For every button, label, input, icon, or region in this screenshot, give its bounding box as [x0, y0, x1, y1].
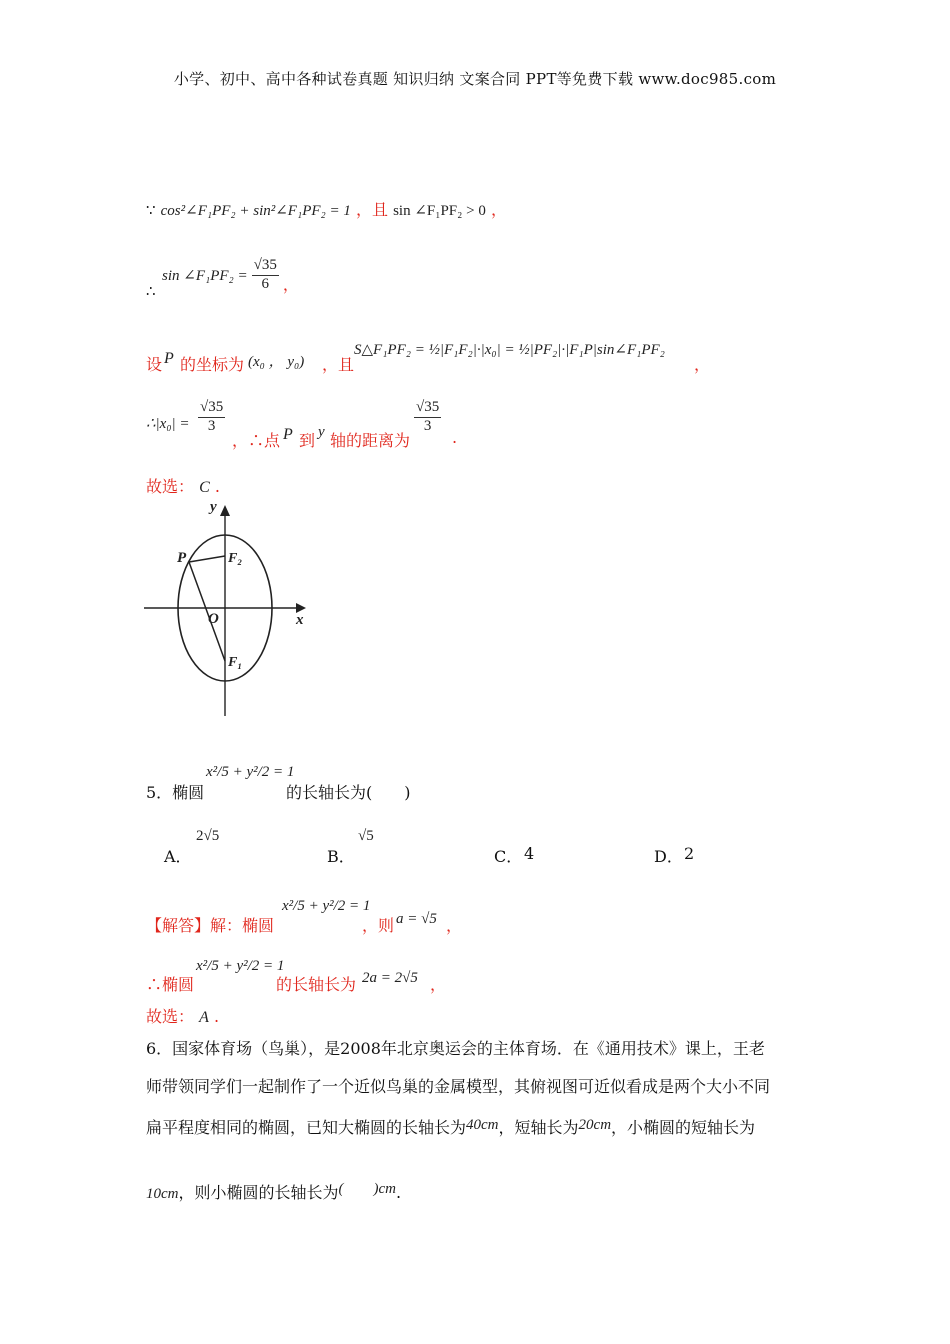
- abs-x0: ∴|x₀| =: [146, 416, 190, 432]
- option-c-value: 4: [524, 844, 535, 863]
- answer-line-5: [146, 1004, 219, 1027]
- comma: ，: [490, 200, 507, 219]
- question-5: [146, 750, 446, 800]
- answer-value: A: [199, 1009, 209, 1026]
- let-text: 设: [146, 355, 163, 374]
- therefore-ellipse: ∴椭圆: [146, 975, 195, 994]
- segment-pf2: [189, 556, 225, 562]
- question-6-line-4: [146, 1178, 401, 1205]
- page-header: 小学、初中、高中各种试卷真题 知识归纳 文案合同 PPT等免费下载 www.doc985.com: [173, 70, 777, 88]
- and-connector: ，且: [355, 200, 388, 219]
- segment-pf1: [189, 562, 225, 661]
- coordinates: (x₀ ， y₀): [248, 354, 305, 370]
- question-6-line-3: [146, 1114, 755, 1139]
- option-d-value: 2: [684, 844, 695, 863]
- option-c-letter: C．: [494, 847, 523, 866]
- options-row: [164, 828, 724, 868]
- solution-5-line-2: [146, 948, 466, 992]
- identity-formula: cos²∠F₁PF₂ + sin²∠F₁PF₂ = 1: [160, 203, 351, 219]
- text: 扁平程度相同的椭圆，已知大椭圆的长轴长为: [146, 1118, 467, 1137]
- answer-label: 故选：: [146, 477, 195, 496]
- label-y: y: [210, 499, 217, 515]
- fraction-numerator: √35: [198, 400, 225, 418]
- option-a-letter: A．: [164, 847, 192, 866]
- option-b-value: √5: [358, 828, 374, 844]
- fraction-numerator: √35: [252, 258, 279, 276]
- comma: ，: [282, 275, 299, 294]
- then-text: ，则: [362, 916, 395, 935]
- ellipse-equation: x²/5 + y²/2 = 1: [196, 958, 285, 974]
- y-axis-arrow: [220, 505, 230, 516]
- fraction-denominator: 3: [423, 417, 432, 434]
- ellipse-figure: [140, 496, 320, 720]
- fraction-denominator: 6: [261, 276, 269, 292]
- ellipse-equation: x²/5 + y²/2 = 1: [206, 764, 295, 780]
- label-o: O: [208, 611, 219, 627]
- coord-text: 的坐标为: [180, 355, 245, 374]
- question-stem: 的长轴长为( ): [286, 783, 411, 802]
- to-text: 到: [299, 431, 316, 450]
- minor-axis-value: 20cm: [578, 1117, 612, 1133]
- label-p: P: [177, 550, 187, 566]
- therefore-point-text: ，∴点: [232, 431, 281, 450]
- fraction-numerator: √35: [414, 400, 441, 418]
- comma: ，: [430, 975, 447, 994]
- label-x: x: [296, 612, 304, 628]
- comma: ，: [446, 916, 463, 935]
- period: .: [396, 1183, 402, 1202]
- major-axis-text: 的长轴长为: [276, 975, 357, 994]
- solution-5-line-1: [146, 886, 466, 935]
- ellipse-equation: x²/5 + y²/2 = 1: [282, 898, 371, 914]
- and-connector: ，且: [322, 355, 355, 374]
- answer-blank: ( )cm: [338, 1181, 396, 1197]
- major-axis-value: 2a = 2√5: [362, 970, 418, 986]
- period: .: [214, 477, 220, 496]
- solution-line-4: [146, 400, 476, 450]
- option-d-letter: D．: [654, 847, 683, 866]
- therefore-symbol: ∴: [146, 284, 156, 300]
- solution-tag: 【解答】解：椭圆: [146, 916, 275, 935]
- sine-positive-formula: sin ∠F₁PF₂ > 0: [393, 203, 486, 219]
- answer-value: C: [199, 479, 210, 496]
- small-minor-axis-value: 10cm: [146, 1186, 179, 1202]
- fraction-denominator: 3: [207, 417, 216, 434]
- label-f2: F₂: [228, 551, 243, 566]
- because-symbol: ∵: [146, 203, 156, 219]
- answer-line-4: [146, 474, 220, 497]
- major-axis-value: 40cm: [466, 1117, 499, 1133]
- a-value: a = √5: [396, 911, 437, 927]
- question-6-line-1: 6．国家体育场（鸟巢），是2008年北京奥运会的主体育场．在《通用技术》课上，王老: [146, 1039, 765, 1058]
- text: ，则小椭圆的长轴长为: [178, 1183, 339, 1202]
- period: .: [452, 428, 458, 447]
- answer-label: 故选：: [146, 1007, 195, 1026]
- axis-distance-text: 轴的距离为: [330, 431, 411, 450]
- option-a-value: 2√5: [196, 828, 220, 844]
- solution-line-1: [146, 197, 507, 220]
- area-formula: S△F₁PF₂ = ½|F₁F₂|·|x₀| = ½|PF₂|·|F₁P|sin∠F₁PF₂: [354, 342, 665, 358]
- y-variable: y: [318, 424, 325, 440]
- point-p: P: [283, 426, 293, 443]
- question-number: 5．椭圆: [146, 783, 205, 802]
- option-b-letter: B．: [327, 847, 355, 866]
- point-p: P: [164, 350, 174, 367]
- text: ，小椭圆的短轴长为: [611, 1118, 756, 1137]
- comma: ，: [694, 355, 711, 374]
- sine-expression: sin ∠F₁PF₂ =: [162, 268, 248, 284]
- text: ，短轴长为: [498, 1118, 579, 1137]
- solution-line-3: [146, 332, 711, 374]
- label-f1: F₁: [228, 655, 243, 670]
- period: .: [213, 1007, 220, 1026]
- question-6-line-2: 师带领同学们一起制作了一个近似鸟巢的金属模型，其俯视图可近似看成是两个大小不同: [146, 1077, 771, 1096]
